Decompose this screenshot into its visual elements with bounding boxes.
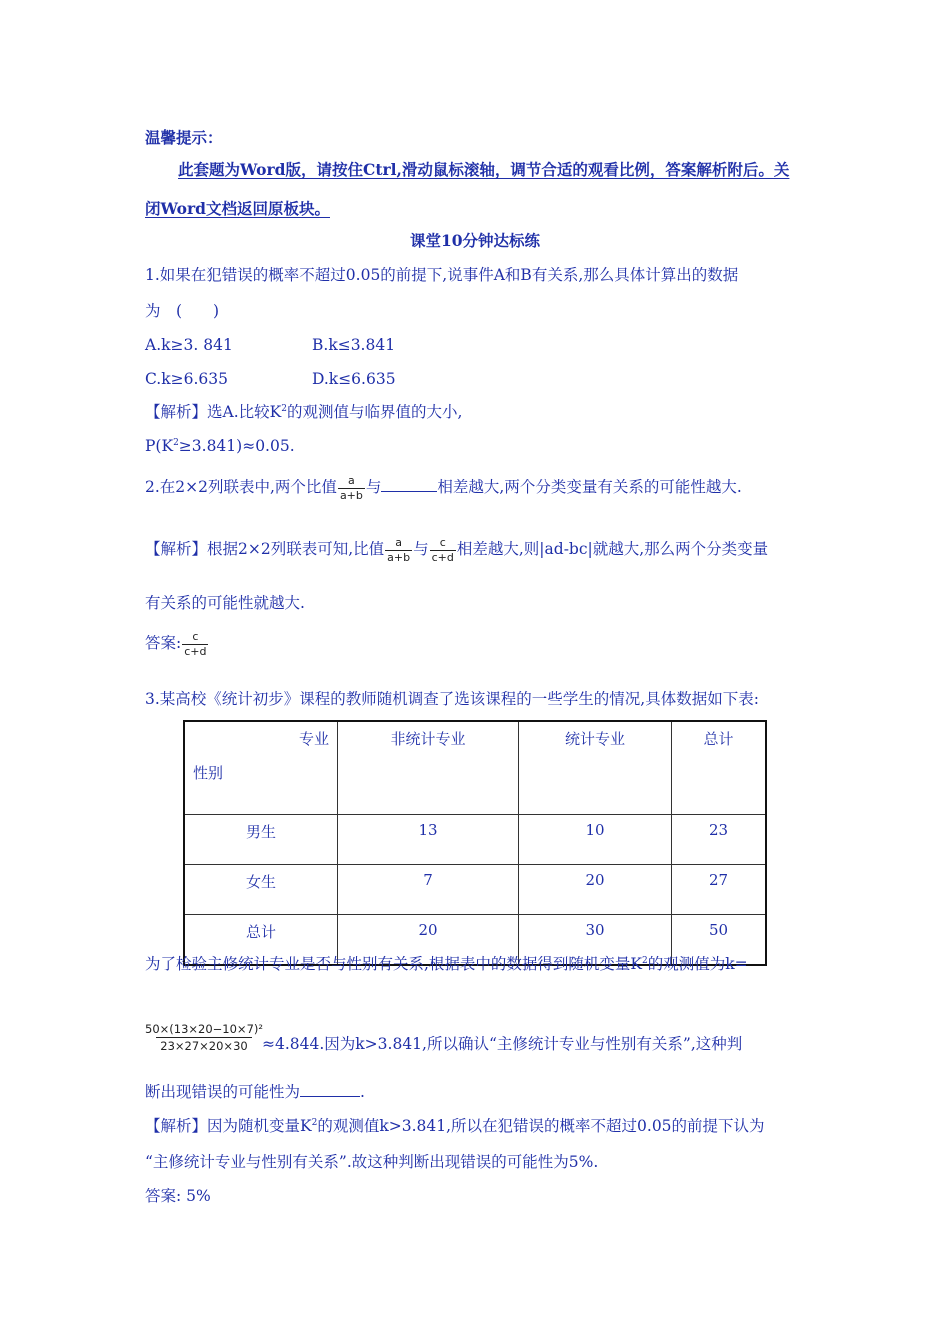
section-title: 课堂10分钟达标练 [409,231,541,250]
q3-text-line-2-rest: ≈4.844.因为k>3.841,所以确认“主修统计专业与性别有关系”,这种判 [262,1035,743,1053]
table-corner-cell: 专业 性别 [184,721,338,815]
row-label: 女生 [184,865,338,915]
q2-analysis: 【解析】根据2×2列联表可知,比值 $\frac{a}{a+b}$ 与 $\frac{c}{c+d}$ 相差越大,则|ad-bc|就越大,那么两个分类变量 [145,535,769,564]
q3-analysis-line-2: “主修统计专业与性别有关系”.故这种判断出现错误的可能性为5%. [145,1153,599,1171]
fraction-c-over-c-plus-d: $\frac{c}{c+d}$ [184,629,207,658]
table-cell: 20 [519,865,672,915]
table-cell: 50 [672,915,767,966]
q1-stem-line-2: 为 ( ) [145,302,220,320]
q2-stem: 2.在2×2列联表中,两个比值 $\frac{a}{a+b}$ 与 相差越大,两个分类变量有关系的可能性越大. [145,473,742,502]
fraction-a-over-a-plus-b: $\frac{a}{a+b}$ [387,535,411,564]
q3-text-line-2 [143,1014,265,1058]
table-header-cell: 统计专业 [519,721,672,815]
notice-line-2[interactable]: 闭Word文档返回原板块。 [145,199,330,218]
q3-text-line-3: 断出现错误的可能性为 . [145,1083,365,1101]
row-label: 总计 [184,915,338,966]
fraction-a-over-a-plus-b: $\frac{a}{a+b}$ [339,473,363,502]
notice-line-1[interactable]: 此套题为Word版，请按住Ctrl,滑动鼠标滚轴，调节合适的观看比例，答案解析附后。关 [178,160,790,179]
q3-analysis: 【解析】因为随机变量$K^2$的观测值k>3.841,所以在犯错误的概率不超过0.05的前提下认为 [145,1117,765,1135]
row-label: 男生 [184,815,338,865]
table-cell: 30 [519,915,672,966]
table-header-cell: 非统计专业 [338,721,519,815]
table-cell: 20 [338,915,519,966]
table-cell: 7 [338,865,519,915]
table-cell: 10 [519,815,672,865]
table-header-cell: 总计 [672,721,767,815]
q1-analysis: 【解析】选A.比较$K^2$的观测值与临界值的大小, [145,403,463,421]
table-cell: 23 [672,815,767,865]
q1-option-c: C.k≥6.635 [145,370,228,388]
q2-analysis-line-2: 有关系的可能性就越大. [145,594,305,612]
q1-stem-line-1: 1.如果在犯错误的概率不超过0.05的前提下,说事件A和B有关系,那么具体计算出的数据 [145,266,739,284]
data-table [183,720,767,966]
q2-answer: 答案: $\frac{c}{c+d}$ [145,629,207,658]
chi-square-formula: $\frac{\text{50×(13×20−10×7)²}}{23\times 27\times 20\times 30}$ [145,1021,263,1053]
answer-blank[interactable] [300,1082,360,1097]
table-row [184,815,766,865]
q1-option-a: A.k≥3. 841 [145,336,233,354]
q1-option-d: D.k≤6.635 [312,370,396,388]
answer-blank[interactable] [381,477,437,492]
analysis-tag: 【解析】 [145,403,208,421]
q3-text-line-1: 为了检验主修统计专业是否与性别有关系,根据表中的数据得到随机变量$K^2$的观测值为k= [145,955,748,973]
fraction-c-over-c-plus-d: $\frac{c}{c+d}$ [431,535,454,564]
table-header-row [184,721,766,815]
table-cell: 13 [338,815,519,865]
analysis-tag: 【解析】 [145,1117,208,1135]
table-row [184,865,766,915]
q3-stem: 3.某高校《统计初步》课程的教师随机调查了选该课程的一些学生的情况,具体数据如下表: [145,690,759,708]
notice-title: 温馨提示： [145,128,223,147]
q1-analysis-line-2: $P(K^2\ge 3.841)\approx 0.05$. [145,437,295,455]
table-cell: 27 [672,865,767,915]
q3-answer: 答案: 5% [145,1187,211,1205]
q1-option-b: B.k≤3.841 [312,336,396,354]
analysis-tag: 【解析】 [145,540,208,558]
